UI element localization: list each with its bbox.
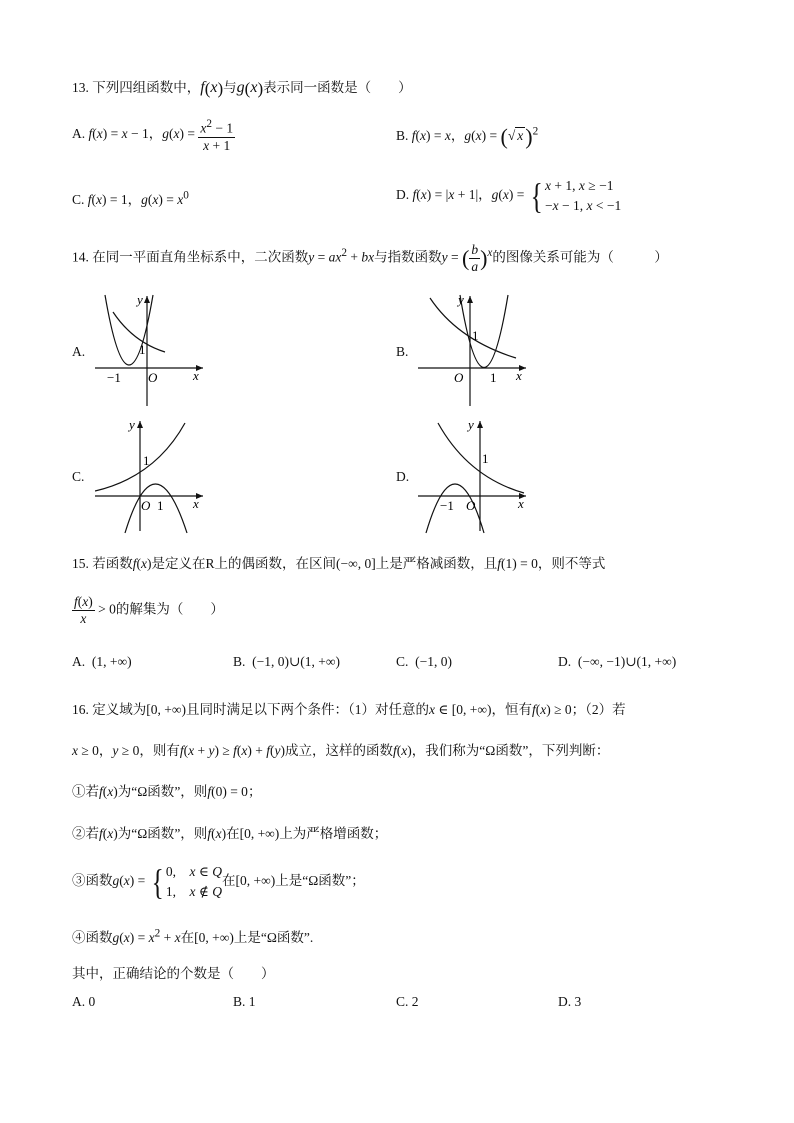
q15-option-a[interactable]: A. (1, +∞)	[72, 654, 132, 669]
q16-question: 其中，正确结论的个数是（ ）	[72, 966, 275, 981]
q16-option-a[interactable]: A. 0	[72, 994, 96, 1009]
q13-option-d[interactable]: D. f(x) = |x + 1|，g(x) = { x + 1, x ≥ −1 −x − 1, x < −1	[396, 176, 622, 216]
q16-option-d[interactable]: D. 3	[558, 994, 582, 1009]
svg-text:O: O	[454, 370, 464, 385]
svg-text:O: O	[466, 498, 476, 513]
q15-stem: 15. 若函数f(x)是定义在R上的偶函数，在区间(−∞, 0]上是严格减函数，且f(1) = 0，则不等式	[72, 556, 606, 571]
q15-option-d[interactable]: D. (−∞, −1)∪(1, +∞)	[558, 654, 677, 669]
q13-option-c[interactable]: C. f(x) = 1，$g(x) = x^0$	[72, 189, 189, 207]
q16-statement-2: ②若f(x)为“Ω函数”，则f(x)在[0, +∞)上为严格增函数；	[72, 826, 388, 841]
svg-text:x: x	[518, 496, 524, 511]
q16-option-c[interactable]: C. 2	[396, 994, 419, 1009]
svg-text:1: 1	[157, 498, 164, 513]
svg-text:1: 1	[482, 451, 489, 466]
graph-b[interactable]	[418, 290, 533, 410]
svg-text:−1: −1	[107, 370, 121, 385]
svg-text:x: x	[516, 368, 522, 383]
svg-text:O: O	[148, 370, 158, 385]
graph-c-label[interactable]: C.	[72, 469, 85, 484]
q13-option-a[interactable]: A. f(x) = x − 1，g(x) = $\frac{x^2 - 1}{x + 1}$	[72, 118, 234, 153]
graph-d-label[interactable]: D.	[396, 469, 410, 484]
svg-text:y: y	[468, 417, 474, 432]
svg-text:y: y	[458, 292, 464, 307]
q13-number: 13.	[72, 80, 89, 95]
q16-statement-1: ①若f(x)为“Ω函数”，则f(0) = 0；	[72, 784, 262, 799]
q13-stem: 13. 下列四组函数中，f(x)与g(x)表示同一函数是（ ）	[72, 78, 412, 98]
svg-text:1: 1	[490, 370, 497, 385]
svg-text:1: 1	[472, 328, 479, 343]
svg-text:x: x	[193, 496, 199, 511]
graph-d[interactable]	[418, 415, 533, 535]
q16-line2: x ≥ 0，y ≥ 0，则有f(x + y) ≥ f(x) + f(y)成立，这样的函数f(x)，我们称为“Ω函数”，下列判断：	[72, 743, 610, 758]
graph-a-label[interactable]: A.	[72, 344, 86, 359]
svg-text:1: 1	[139, 342, 146, 357]
q16-statement-4: ④函数$g(x) = x^2 + x$在[0, +∞)上是“Ω函数”.	[72, 927, 314, 945]
q15-option-b[interactable]: B. (−1, 0)∪(1, +∞)	[233, 654, 341, 669]
q13-option-b[interactable]: B. f(x) = x，g(x) = (√ x)$^2$	[396, 124, 539, 149]
q14-number: 14.	[72, 249, 89, 265]
q16-number: 16.	[72, 702, 89, 717]
q15-stem-line2: $\frac{f(x)}{x}$ > 0的解集为（ ）	[74, 594, 224, 626]
graph-c[interactable]	[95, 415, 210, 535]
svg-text:x: x	[193, 368, 199, 383]
svg-text:y: y	[137, 292, 143, 307]
q14-stem: 14. 在同一平面直角坐标系中，二次函数$y = ax^2$ + bx与指数函数y = ( $\frac{b}{a}$ )$^x$的图像关系可能为（ ）	[72, 242, 668, 274]
svg-text:1: 1	[143, 453, 150, 468]
svg-text:−1: −1	[440, 498, 454, 513]
graph-a[interactable]	[95, 290, 210, 410]
q16-statement-3: ③函数g(x) = { 0, x ∈ Q 1, x ∉ Q 在[0, +∞)上是“Ω函数”；	[72, 862, 365, 902]
q15-option-c[interactable]: C. (−1, 0)	[396, 654, 452, 669]
q15-number: 15.	[72, 556, 89, 571]
graph-b-label[interactable]: B.	[396, 344, 409, 359]
q16-option-b[interactable]: B. 1	[233, 994, 256, 1009]
q16-line1: 16. 定义域为[0, +∞)且同时满足以下两个条件：（1）对任意的x ∈ [0, +∞)，恒有f(x) ≥ 0；（2）若	[72, 702, 626, 717]
svg-text:O: O	[141, 498, 151, 513]
svg-text:y: y	[129, 417, 135, 432]
